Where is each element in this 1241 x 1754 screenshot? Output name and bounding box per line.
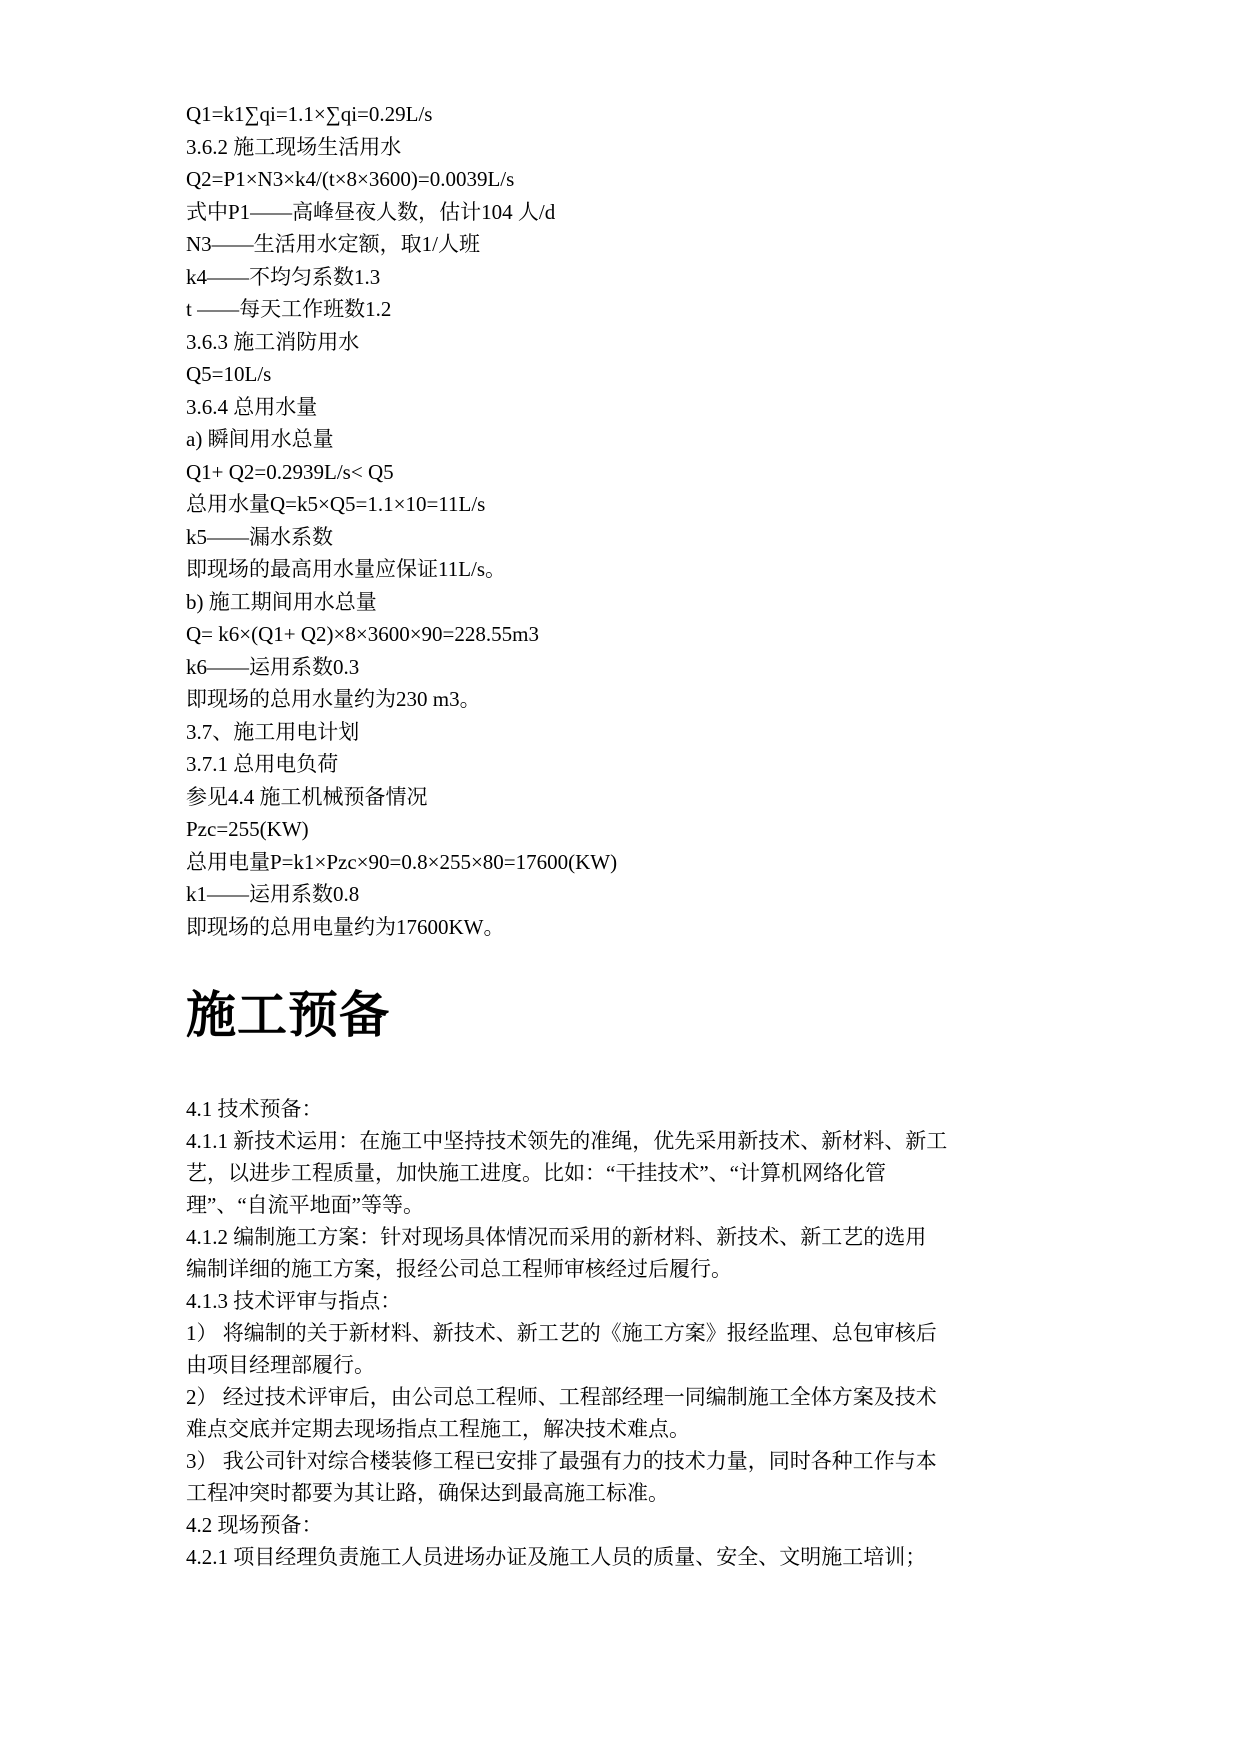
text-line: 即现场的最高用水量应保证11L/s。 [186, 557, 507, 581]
text-line: 3.6.4 总用水量 [186, 394, 318, 419]
text-line: N3——生活用水定额，取1/人班 [186, 232, 480, 256]
text-line: 理”、“自流平地面”等等。 [186, 1193, 424, 1217]
section-heading: 施工预备 [186, 986, 390, 1044]
text-line: Q1+ Q2=0.2939L/s< Q5 [186, 459, 394, 484]
text-line: k1——运用系数0.8 [186, 882, 360, 906]
water-electricity-calculations [186, 98, 1086, 943]
text-line: t ——每天工作班数1.2 [186, 297, 392, 321]
text-line: 即现场的总用水量约为230 m3。 [186, 687, 481, 711]
text-line: 式中P1——高峰昼夜人数，估计104 人/d [186, 199, 556, 224]
text-line: Pzc=255(KW) [186, 817, 309, 841]
text-line: Q1=k1∑qi=1.1×∑qi=0.29L/s [186, 102, 433, 126]
text-line: 4.1 技术预备： [186, 1097, 323, 1121]
text-line: 4.1.3 技术评审与指点： [186, 1289, 402, 1313]
text-line: 4.1.1 新技术运用：在施工中坚持技术领先的准绳，优先采用新技术、新材料、新工 [186, 1129, 948, 1153]
text-line: 4.1.2 编制施工方案：针对现场具体情况而采用的新材料、新技术、新工艺的选用 [186, 1225, 927, 1249]
text-line: 3.6.3 施工消防用水 [186, 329, 360, 354]
text-line: 总用电量P=k1×Pzc×90=0.8×255×80=17600(KW) [186, 849, 618, 874]
text-line: Q5=10L/s [186, 362, 272, 386]
text-line: Q2=P1×N3×k4/(t×8×3600)=0.0039L/s [186, 167, 515, 191]
text-line: 总用水量Q=k5×Q5=1.1×10=11L/s [186, 492, 486, 516]
text-line: b) 施工期间用水总量 [186, 589, 377, 614]
document-page [186, 98, 1086, 1573]
text-line: k6——运用系数0.3 [186, 654, 360, 679]
text-line: 3） 我公司针对综合楼装修工程已安排了最强有力的技术力量，同时各种工作与本 [186, 1449, 937, 1473]
text-line: 即现场的总用电量约为17600KW。 [186, 914, 505, 939]
text-line: 3.7.1 总用电负荷 [186, 752, 339, 776]
text-line: 由项目经理部履行。 [186, 1353, 375, 1377]
text-line: 1） 将编制的关于新材料、新技术、新工艺的《施工方案》报经监理、总包审核后 [186, 1321, 937, 1345]
text-line: a) 瞬间用水总量 [186, 427, 334, 451]
text-line: 3.6.2 施工现场生活用水 [186, 134, 402, 159]
text-line: 编制详细的施工方案，报经公司总工程师审核经过后履行。 [186, 1257, 732, 1281]
text-line: 3.7、施工用电计划 [186, 719, 360, 744]
text-line: 艺，以进步工程质量，加快施工进度。比如：“干挂技术”、“计算机网络化管 [186, 1161, 886, 1185]
technical-preparation [186, 1093, 1086, 1573]
text-line: 4.2 现场预备： [186, 1513, 323, 1537]
text-line: Q= k6×(Q1+ Q2)×8×3600×90=228.55m3 [186, 622, 539, 646]
text-line: 工程冲突时都要为其让路，确保达到最高施工标准。 [186, 1481, 669, 1505]
text-line: 难点交底并定期去现场指点工程施工，解决技术难点。 [186, 1417, 690, 1441]
text-line: 4.2.1 项目经理负责施工人员进场办证及施工人员的质量、安全、文明施工培训； [186, 1545, 927, 1569]
text-line: k4——不均匀系数1.3 [186, 264, 381, 289]
text-line: 参见4.4 施工机械预备情况 [186, 784, 428, 809]
text-line: 2） 经过技术评审后，由公司总工程师、工程部经理一同编制施工全体方案及技术 [186, 1385, 937, 1409]
text-line: k5——漏水系数 [186, 524, 333, 549]
